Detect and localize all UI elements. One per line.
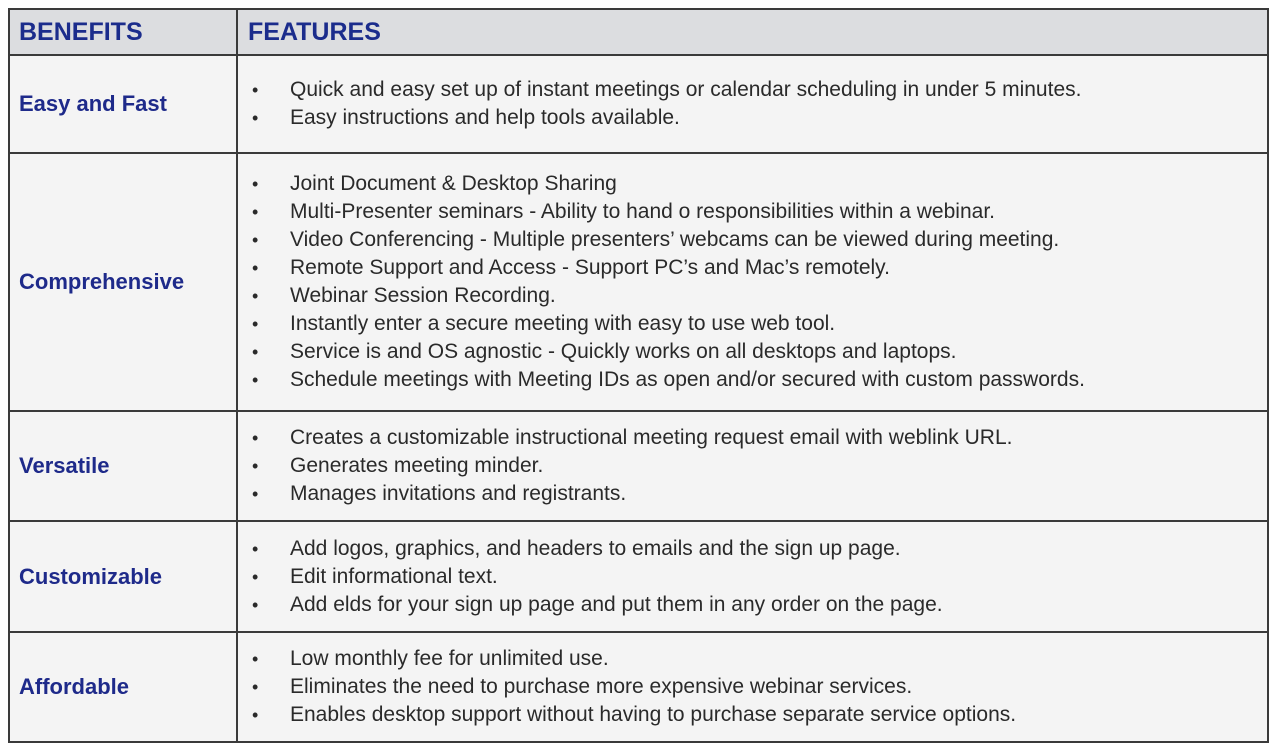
bullet-icon: • bbox=[252, 649, 259, 669]
benefit-label: Comprehensive bbox=[10, 154, 238, 410]
table-row bbox=[10, 522, 1267, 633]
list-item: • Generates meeting minder. bbox=[248, 452, 1013, 480]
table-row bbox=[10, 56, 1267, 154]
list-item: • Multi-Presenter seminars - Ability to hand o responsibilities within a webinar. bbox=[248, 198, 1085, 226]
table-row bbox=[10, 633, 1267, 741]
list-item: • Enables desktop support without having to purchase separate service options. bbox=[248, 701, 1016, 729]
bullet-icon: • bbox=[252, 202, 259, 222]
bullet-icon: • bbox=[252, 342, 259, 362]
bullet-icon: • bbox=[252, 705, 259, 725]
features-cell bbox=[238, 633, 1267, 741]
features-cell bbox=[238, 412, 1267, 520]
bullet-icon: • bbox=[252, 428, 259, 448]
list-item: • Eliminates the need to purchase more expensive webinar services. bbox=[248, 673, 1016, 701]
list-item: • Edit informational text. bbox=[248, 563, 943, 591]
feature-list bbox=[248, 645, 1016, 729]
list-item: • Add elds for your sign up page and put them in any order on the page. bbox=[248, 591, 943, 619]
list-item: • Manages invitations and registrants. bbox=[248, 480, 1013, 508]
list-item: • Video Conferencing - Multiple presenters’ webcams can be viewed during meeting. bbox=[248, 226, 1085, 254]
bullet-icon: • bbox=[252, 314, 259, 334]
benefit-label: Affordable bbox=[10, 633, 238, 741]
features-cell bbox=[238, 154, 1267, 410]
feature-list bbox=[248, 76, 1081, 132]
list-item: • Quick and easy set up of instant meetings or calendar scheduling in under 5 minutes. bbox=[248, 76, 1081, 104]
table-header-row bbox=[10, 10, 1267, 56]
list-item: • Schedule meetings with Meeting IDs as open and/or secured with custom passwords. bbox=[248, 366, 1085, 394]
list-item: • Add logos, graphics, and headers to emails and the sign up page. bbox=[248, 535, 943, 563]
benefits-features-table bbox=[8, 8, 1269, 743]
list-item: • Low monthly fee for unlimited use. bbox=[248, 645, 1016, 673]
feature-list bbox=[248, 170, 1085, 394]
bullet-icon: • bbox=[252, 370, 259, 390]
list-item: • Service is and OS agnostic - Quickly works on all desktops and laptops. bbox=[248, 338, 1085, 366]
bullet-icon: • bbox=[252, 538, 259, 559]
bullet-icon: • bbox=[252, 456, 259, 476]
list-item: • Instantly enter a secure meeting with easy to use web tool. bbox=[248, 310, 1085, 338]
list-item: • Joint Document & Desktop Sharing bbox=[248, 170, 1085, 198]
benefit-label: Customizable bbox=[10, 522, 238, 631]
list-item: • Creates a customizable instructional meeting request email with weblink URL. bbox=[248, 424, 1013, 452]
feature-list bbox=[248, 535, 943, 619]
list-item: • Webinar Session Recording. bbox=[248, 282, 1085, 310]
bullet-icon: • bbox=[252, 108, 259, 128]
bullet-icon: • bbox=[252, 286, 259, 306]
bullet-icon: • bbox=[252, 594, 259, 615]
bullet-icon: • bbox=[252, 484, 259, 504]
table-row bbox=[10, 154, 1267, 412]
features-cell bbox=[238, 56, 1267, 152]
features-cell bbox=[238, 522, 1267, 631]
bullet-icon: • bbox=[252, 677, 259, 697]
bullet-icon: • bbox=[252, 566, 259, 587]
feature-list bbox=[248, 424, 1013, 508]
header-benefits: BENEFITS bbox=[10, 10, 238, 54]
benefit-label: Easy and Fast bbox=[10, 56, 238, 152]
bullet-icon: • bbox=[252, 230, 259, 250]
bullet-icon: • bbox=[252, 80, 259, 100]
list-item: • Easy instructions and help tools available. bbox=[248, 104, 1081, 132]
benefit-label: Versatile bbox=[10, 412, 238, 520]
list-item: • Remote Support and Access - Support PC’s and Mac’s remotely. bbox=[248, 254, 1085, 282]
header-features: FEATURES bbox=[248, 17, 381, 46]
bullet-icon: • bbox=[252, 174, 259, 194]
table-row bbox=[10, 412, 1267, 522]
bullet-icon: • bbox=[252, 258, 259, 278]
